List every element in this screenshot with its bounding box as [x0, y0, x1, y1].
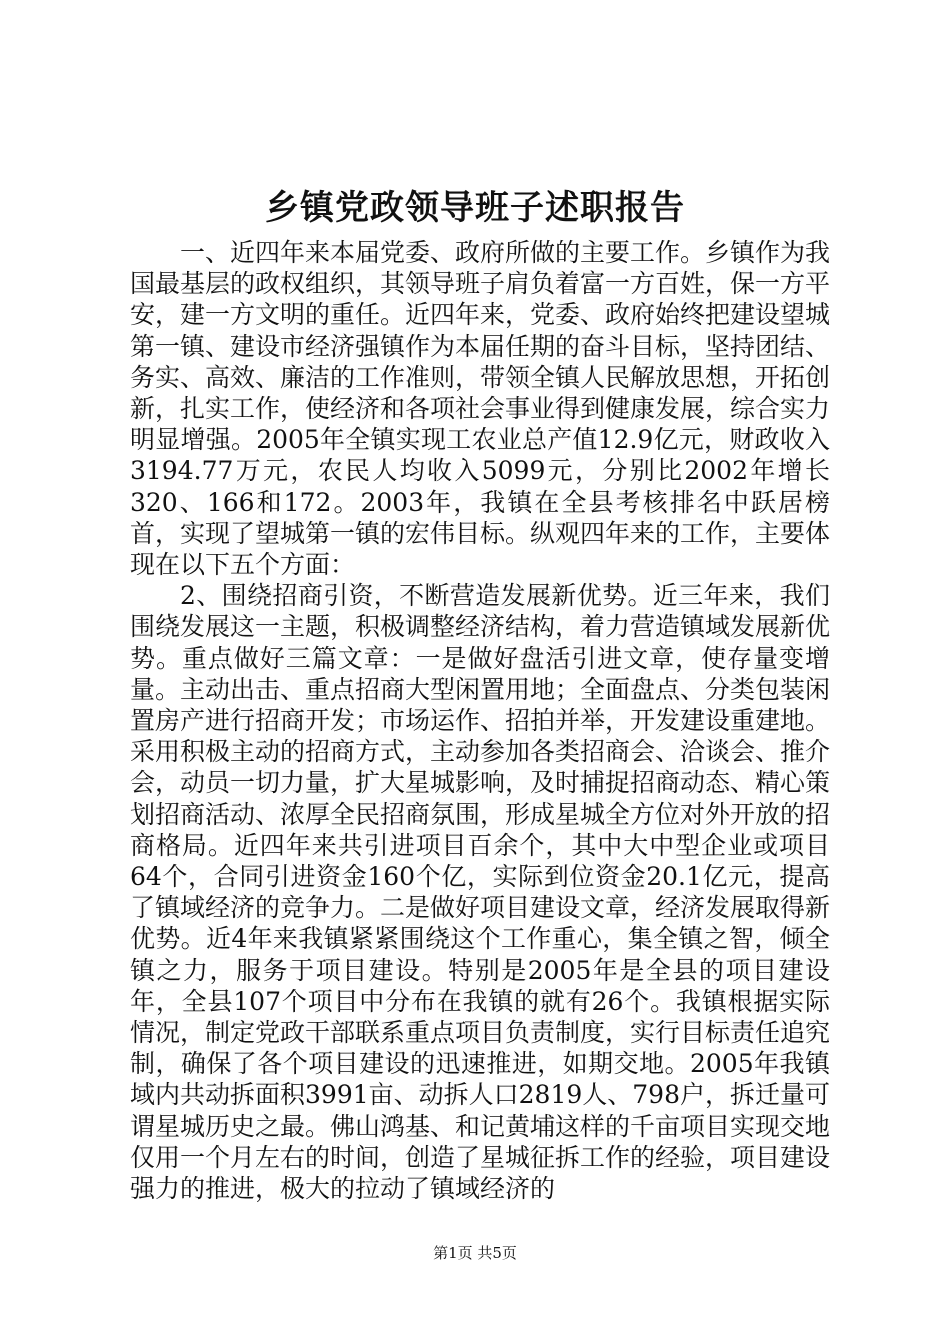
document-body	[130, 237, 830, 1204]
paragraph-1: 一、近四年来本届党委、政府所做的主要工作。乡镇作为我国最基层的政权组织，其领导班子肩负着富一方百姓，保一方平安，建一方文明的重任。近四年来，党委、政府始终把建设望城第一镇、建设市经济强镇作为本届任期的奋斗目标，坚持团结、务实、高效、廉洁的工作准则，带领全镇人民解放思想，开拓创新，扎实工作，使经济和各项社会事业得到健康发展，综合实力明显增强。2005年全镇实现工农业总产值12.9亿元，财政收入3194.77万元，农民人均收入5099元，分别比2002年增长320、166和172。2003年，我镇在全县考核排名中跃居榜首，实现了望城第一镇的宏伟目标。纵观四年来的工作，主要体现在以下五个方面：	[130, 238, 831, 580]
document-title: 乡镇党政领导班子述职报告	[265, 188, 685, 228]
paragraph-2: 2、围绕招商引资，不断营造发展新优势。近三年来，我们围绕发展这一主题，积极调整经济结构，着力营造镇域发展新优势。重点做好三篇文章：一是做好盘活引进文章，使存量变增量。主动出击、重点招商大型闲置用地；全面盘点、分类包装闲置房产进行招商开发；市场运作、招拍并举，开发建设重建地。采用积极主动的招商方式，主动参加各类招商会、洽谈会、推介会，动员一切力量，扩大星城影响，及时捕捉招商动态、精心策划招商活动、浓厚全民招商氛围，形成星城全方位对外开放的招商格局。近四年来共引进项目百余个，其中大中型企业或项目64个，合同引进资金160个亿，实际到位资金20.1亿元，提高了镇域经济的竞争力。二是做好项目建设文章，经济发展取得新优势。近4年来我镇紧紧围绕这个工作重心，集全镇之智，倾全镇之力，服务于项目建设。特别是2005年是全县的项目建设年，全县107个项目中分布在我镇的就有26个。我镇根据实际情况，制定党政干部联系重点项目负责制度，实行目标责任追究制，确保了各个项目建设的迅速推进，如期交地。2005年我镇域内共动拆面积3991亩、动拆人口2819人、798户，拆迁量可谓星城历史之最。佛山鸿基、和记黄埔这样的千亩项目实现交地仅用一个月左右的时间，创造了星城征拆工作的经验，项目建设强力的推进，极大的拉动了镇域经济的	[130, 581, 831, 1204]
page-footer: 第1页 共5页	[433, 1244, 517, 1262]
